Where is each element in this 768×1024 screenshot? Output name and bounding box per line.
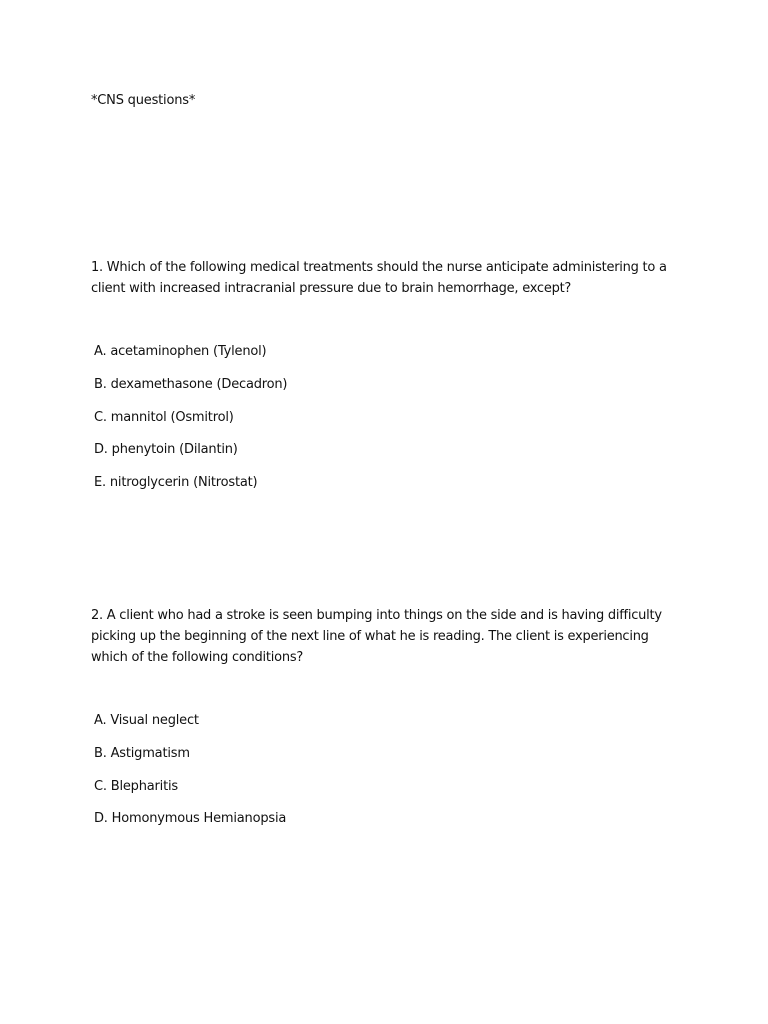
- question-1-options: [94, 343, 287, 507]
- question-1-option-d: D. phenytoin (Dilantin): [94, 442, 238, 458]
- question-1-option-b: B. dexamethasone (Decadron): [94, 376, 288, 392]
- document-title: *CNS questions*: [91, 93, 196, 108]
- question-2-option-b: B. Astigmatism: [94, 745, 190, 761]
- question-2-option-a: A. Visual neglect: [94, 713, 199, 728]
- question-2-option-d: D. Homonymous Hemianopsia: [94, 811, 287, 827]
- question-2-option-c: C. Blepharitis: [94, 778, 178, 794]
- question-1-text: 1. Which of the following medical treatments should the nurse anticipate administering to a client with increased intracranial pressure due to brain hemorrhage, except?: [91, 260, 667, 296]
- question-2-options: [94, 712, 286, 843]
- question-2-text: 2. A client who had a stroke is seen bumping into things on the side and is having difficulty picking up the beginning of the next line of what he is reading. The client is experiencing which of the following conditions?: [91, 608, 662, 665]
- question-1-option-e: E. nitroglycerin (Nitrostat): [94, 475, 258, 491]
- question-1-option-a: A. acetaminophen (Tylenol): [94, 344, 267, 359]
- question-1-option-c: C. mannitol (Osmitrol): [94, 409, 234, 425]
